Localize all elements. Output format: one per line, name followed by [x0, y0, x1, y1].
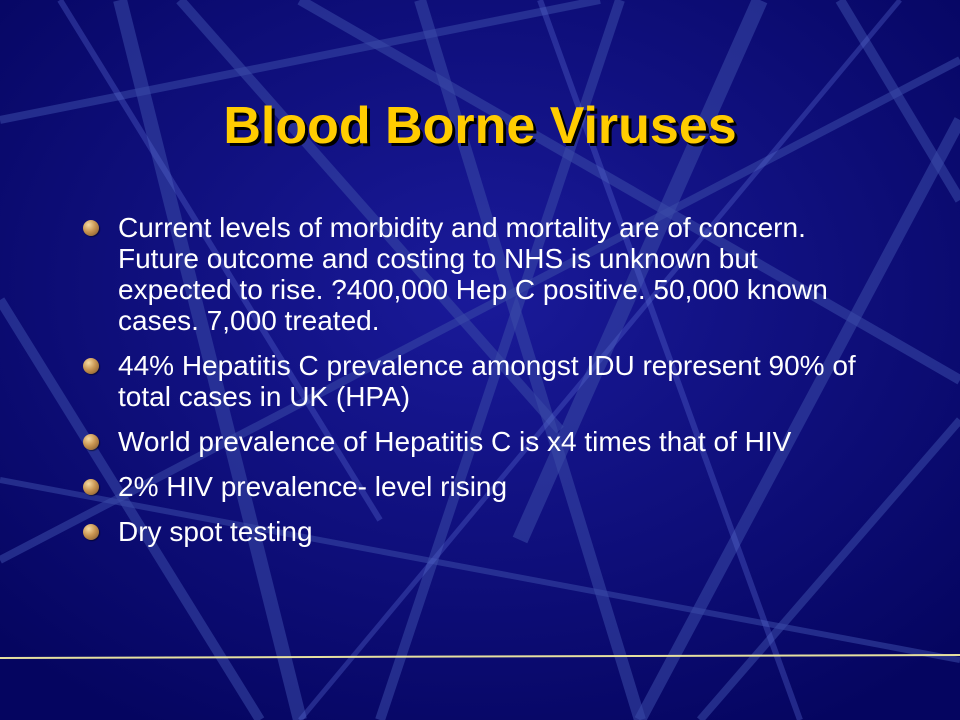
bullet-icon	[83, 434, 99, 450]
bullet-list	[118, 212, 858, 561]
bullet-icon	[83, 479, 99, 495]
slide-title: Blood Borne Viruses	[223, 97, 737, 155]
bullet-icon	[83, 358, 99, 374]
bullet-item	[118, 426, 858, 457]
bullet-item	[118, 350, 858, 412]
bullet-text: Dry spot testing	[118, 516, 313, 547]
bullet-item	[118, 471, 858, 502]
bullet-item	[118, 212, 858, 336]
bullet-text: 2% HIV prevalence- level rising	[118, 471, 508, 502]
bullet-icon	[83, 220, 99, 236]
bullet-text: 44% Hepatitis C prevalence amongst IDU represent 90% of total cases in UK (HPA)	[118, 350, 856, 412]
bullet-item	[118, 516, 858, 547]
bullet-icon	[83, 524, 99, 540]
bullet-text: Current levels of morbidity and mortality are of concern. Future outcome and costing to NHS is unknown but expected to rise. ?400,000 Hep C positive. 50,000 known cases. 7,000 treated.	[118, 212, 828, 336]
bullet-text: World prevalence of Hepatitis C is x4 times that of HIV	[118, 426, 792, 457]
